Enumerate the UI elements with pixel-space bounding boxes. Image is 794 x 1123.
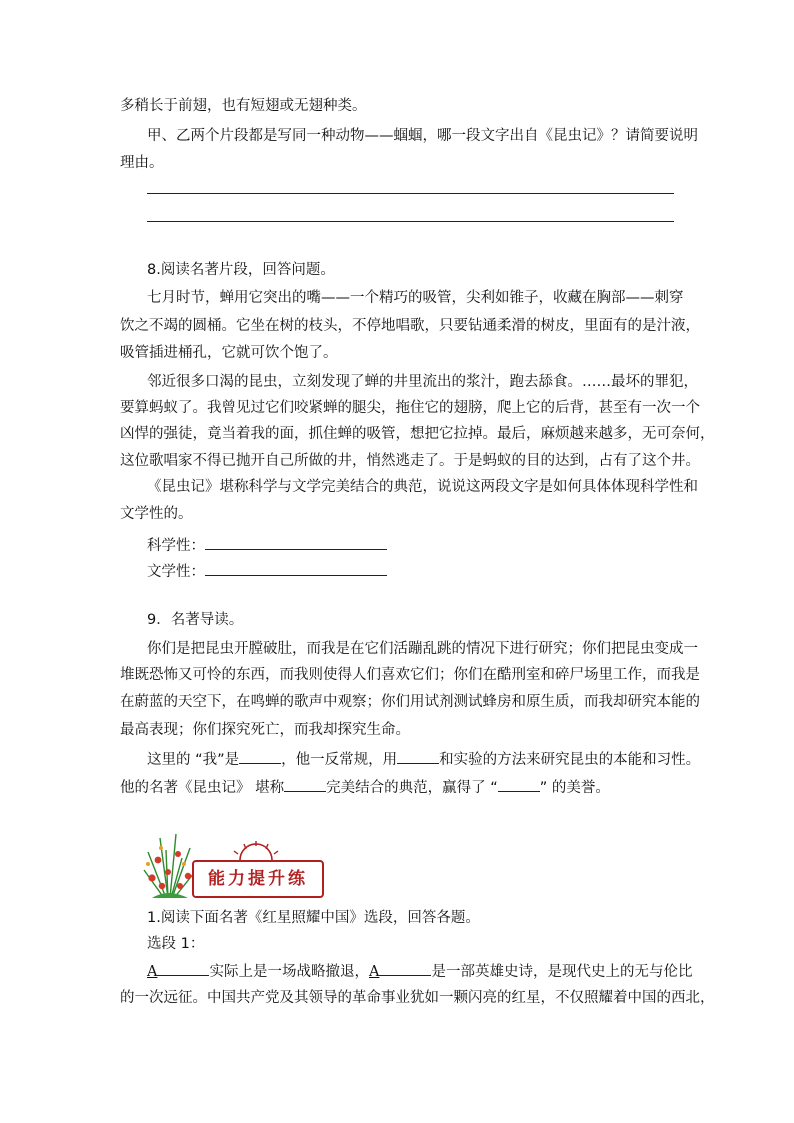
q1-mark-a-2: A — [368, 964, 380, 980]
q7-answer-line-1[interactable] — [147, 193, 674, 194]
section-title: 能力提升练 — [208, 869, 308, 889]
q7-answer-line-2[interactable] — [147, 221, 674, 222]
q9-fill1-text-b: ，他一反常规，用 — [281, 752, 398, 768]
q9-p-line-4: 最高表现；你们探究死亡，而我却探究生命。 — [120, 722, 410, 738]
science-row — [147, 534, 387, 556]
science-answer-blank[interactable] — [205, 534, 387, 550]
literature-label: 文学性： — [147, 564, 205, 580]
q9-blank-praise[interactable] — [498, 776, 540, 792]
q8-question-line-1: 《昆虫记》堪称科学与文学完美结合的典范，说说这两段文字是如何具体体现科学性和 — [147, 479, 698, 495]
q1-line-1 — [147, 960, 692, 982]
q9-p-line-3: 在蔚蓝的天空下，在鸣蝉的歌声中观察；你们用试剂测试蜂房和原生质，而我却研究本能的 — [120, 694, 700, 710]
literature-answer-blank[interactable] — [205, 560, 387, 576]
q8-p1-line-2: 饮之不竭的圆桶。它坐在树的枝头，不停地唱歌，只要钻通柔滑的树皮，里面有的是汁液， — [120, 318, 700, 334]
q9-fill2-text-b: 完美结合的典范，赢得了 “ — [326, 780, 498, 796]
q9-blank-author[interactable] — [239, 748, 281, 764]
q7-question-line-1: 甲、乙两个片段都是写同一种动物——蝈蝈，哪一段文字出自《昆虫记》？请简要说明 — [147, 128, 698, 144]
q8-p2-line-1: 邻近很多口渴的昆虫，立刻发现了蝉的井里流出的浆汁，跑去舔食。……最坏的罪犯， — [147, 374, 698, 390]
q1-line-2: 的一次远征。中国共产党及其领导的革命事业犹如一颗闪亮的红星，不仅照耀着中国的西北， — [120, 990, 715, 1006]
q9-blank-combination[interactable] — [284, 776, 326, 792]
section-banner — [138, 830, 338, 900]
literature-row — [147, 560, 387, 582]
q1-mark-a-1: A — [147, 964, 158, 980]
q1-blank-2[interactable] — [379, 960, 431, 976]
q9-heading: 9．名著导读。 — [147, 612, 244, 628]
q1-blank-1[interactable] — [157, 960, 209, 976]
q1-line1-text-b: 实际上是一场战略撤退， — [209, 964, 369, 980]
q9-p-line-1: 你们是把昆虫开膛破肚，而我是在它们活蹦乱跳的情况下进行研究；你们把昆虫变成一 — [147, 641, 698, 657]
q9-fill-row-1 — [147, 748, 700, 770]
q9-fill1-text-c: 和实验的方法来研究昆虫的本能和习性。 — [439, 752, 701, 768]
section-title-box — [192, 860, 324, 898]
q9-blank-method[interactable] — [397, 748, 439, 764]
q8-p2-line-3: 凶悍的强徒，竟当着我的面，抓住蝉的吸管，想把它拉掉。最后，麻烦越来越多，无可奈何， — [120, 426, 715, 442]
q1-heading: 1.阅读下面名著《红星照耀中国》选段，回答各题。 — [147, 910, 480, 926]
q9-fill-row-2 — [120, 776, 610, 798]
q9-fill2-text-a: 他的名著《昆虫记》 堪称 — [120, 780, 285, 796]
q8-p1-line-1: 七月时节，蝉用它突出的嘴——一个精巧的吸管，尖利如锥子，收藏在胸部——刺穿 — [147, 290, 684, 306]
q8-p2-line-4: 这位歌唱家不得已抛开自己所做的井，悄然逃走了。于是蚂蚁的目的达到，占有了这个井。 — [120, 453, 700, 469]
q7-question-line-2: 理由。 — [120, 155, 164, 171]
q9-fill2-text-c: ” 的美誉。 — [539, 780, 610, 796]
q7-tail-text: 多稍长于前翅，也有短翅或无翅种类。 — [120, 98, 367, 114]
q8-question-line-2: 文学性的。 — [120, 506, 193, 522]
q1-line1-text-d: 是一部英雄史诗，是现代史上的无与伦比 — [431, 964, 693, 980]
q9-p-line-2: 堆既恐怖又可怜的东西，而我则使得人们喜欢它们；你们在酷刑室和碎尸场里工作，而我是 — [120, 667, 700, 683]
q8-p2-line-2: 要算蚂蚁了。我曾见过它们咬紧蝉的腿尖，拖住它的翅膀，爬上它的后背，甚至有一次一个 — [120, 400, 700, 416]
science-label: 科学性： — [147, 538, 205, 554]
q8-heading: 8.阅读名著片段，回答问题。 — [147, 262, 335, 278]
q1-segment-label: 选段 1： — [147, 936, 205, 952]
sun-rays-icon — [226, 840, 286, 862]
q8-p1-line-3: 吸管插进桶孔，它就可饮个饱了。 — [120, 345, 338, 361]
q9-fill1-text-a: 这里的 “我”是 — [147, 752, 240, 768]
